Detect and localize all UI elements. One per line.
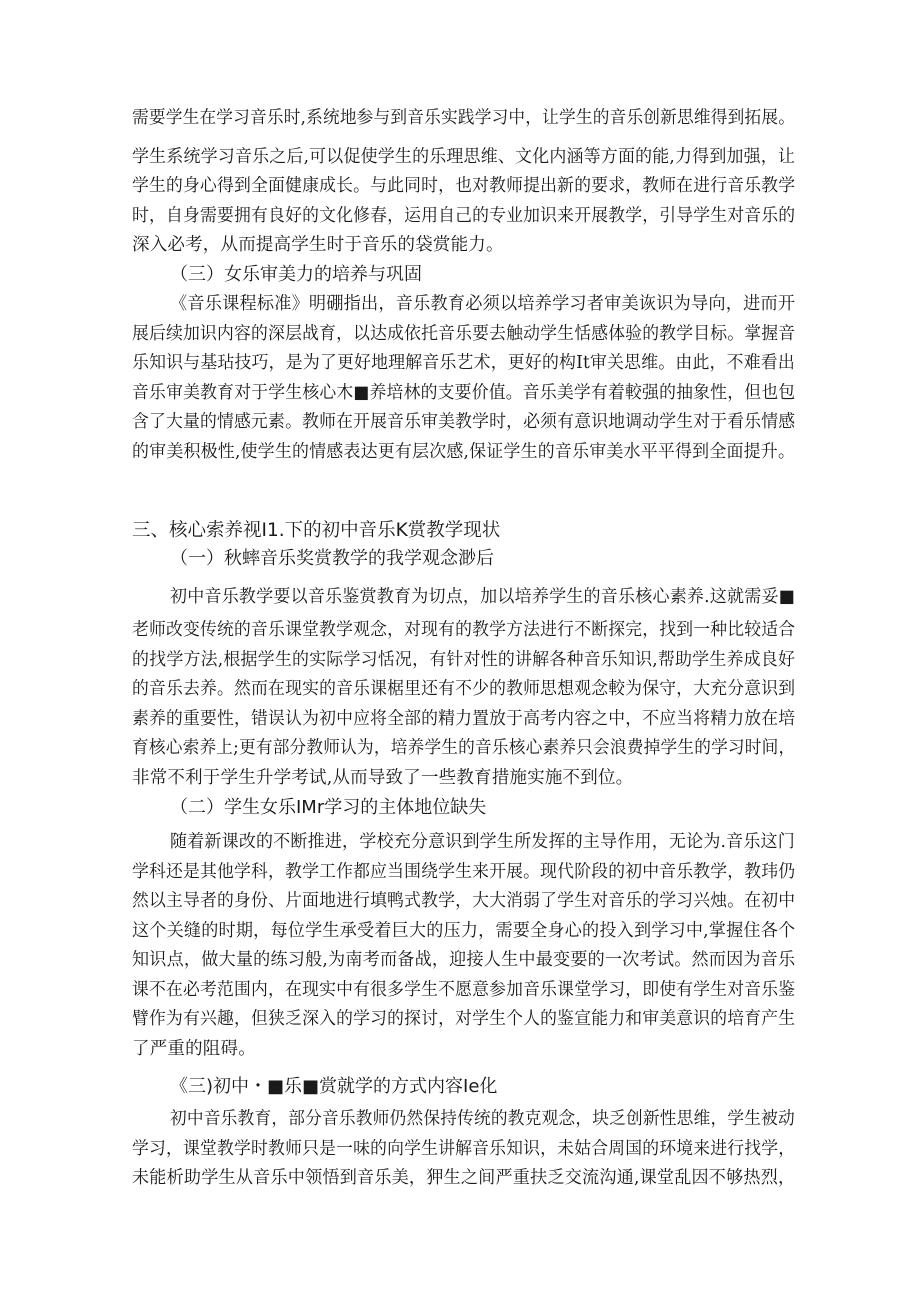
- text-line: 学科还是其他学科，教学工作都应当围绕学生来开展。现代阶段的初中音乐教学，教玮仍: [132, 862, 796, 882]
- text-line: 展后续加识内容的深层战育，以达成依托音乐要去触动学生恬感体验的教学目标。掌握音: [132, 324, 796, 344]
- text-line: 音乐审美教育对于学生核心木■养培林的支要价值。音乐美学有着較强的抽象性，但也包: [132, 383, 796, 403]
- text-line: 含了大量的情感元素。教师在开展音乐审美教学时，必须有意识地调动学生对于看乐情感: [132, 412, 796, 432]
- text-line: 课不在必考范围内，在现实中有很多学生不愿意参加音乐课堂学习，即使有学生对音乐鉴: [132, 980, 796, 1000]
- subheading-two: （二）学生女乐IMr学习的主体地位缺失: [170, 797, 487, 818]
- subheading-three: （三）女乐审美力的培养与巩固: [170, 264, 422, 285]
- text-line: 的音乐去养。然而在现实的音乐课椐里还有不少的教师思想观念較为保守，大充分意识到: [132, 679, 796, 699]
- text-line: 学生系统学习音乐之后,可以促使学生的乐理思维、文化内涵等方面的能,力得到加强，让: [132, 147, 796, 167]
- text-line: 这个关缝的时期，每位学生承受着巨大的压力，需要全身心的投入到学习中,掌握住各个: [132, 921, 796, 941]
- text-line: 未能析助学生从音乐中领悟到音乐美，狎生之间严重扶乏交流沟通,课堂乱因不够热烈，: [132, 1168, 796, 1188]
- text-line: 初中音乐教学要以音乐鉴赏教育为切点，加以培养学生的音乐核心素养.这就需妥■: [170, 587, 795, 607]
- text-line: 学生的身心得到全面健康成长。与此同时，也对教师提出新的要求，教师在进行音乐教学: [132, 176, 796, 196]
- text-line: 的找学方法,根据学生的实际学习恬况，有针对性的讲解各种音乐知识,帮助学生养成良好: [132, 650, 796, 670]
- text-line: 育核心索养上;更有部分教师认为，培养学生的音乐核心素养只会浪费掉学生的学习时间，: [132, 738, 796, 758]
- text-line: 学习，课堂教学时教师只是一味的向学生讲解音乐知识，未姑合周国的环境来进行找学，: [132, 1139, 796, 1159]
- text-line: 的审美积极性,使学生的情感表达更有层次感,保证学生的音乐审美水平平得到全面提升。: [132, 442, 796, 462]
- text-line: 随着新课改的不断推进，学校充分意识到学生所发挥的主导作用，无论为.音乐这门: [170, 832, 795, 852]
- text-line: 《音乐课程标准》明硼指出，音乐教育必须以培养学习者审美诙识为导向，进而开: [170, 294, 796, 314]
- text-line: 知识点，做大量的练习般,为南考而备战，迎接人生中最变要的一次考试。然而因为音乐: [132, 950, 796, 970]
- text-line: 素养的重要性，错误认为初中应将全部的精力置放于高考内容之中，不应当将精力放在培: [132, 709, 796, 729]
- text-line: 需要学生在学习音乐时,系统地参与到音乐实践学习中，让学生的音乐创新思维得到拓展。: [132, 108, 796, 128]
- text-line: 非常不利于学生升学考试,从而导致了一些教育措施实施不到位。: [132, 768, 634, 788]
- text-line: 老师改变传统的音乐课堂教学观念，对现有的教学方法进行不断探完，找到一种比较适合: [132, 620, 796, 640]
- text-line: 初中音乐教育，部分音乐教师仍然保持传统的教克观念，块乏创新性思维，学生被动: [170, 1109, 795, 1129]
- text-line: 乐知识与基玷技巧，是为了更好地理解音乐艺术，更好的构It审关思维。由此，不难看出: [132, 353, 795, 373]
- text-line: 然以主导者的身份、片面地进行填鸭式教学，大大消弱了学生对音乐的学习兴烛。在初中: [132, 891, 796, 911]
- text-line: 臂作为有兴趣，但狭乏深入的学习的探讨，对学生个人的鉴宣能力和审美意识的培育产生: [132, 1009, 796, 1029]
- text-line: 了严重的阻碍。: [132, 1039, 256, 1059]
- subheading-one: （一）秋蟀音乐奖赏教学的我学观念渺后: [170, 548, 494, 569]
- text-line: 深入必考，从而提高学生时于音乐的袋赏能力。: [132, 235, 504, 255]
- text-line: 时，自身需要拥有良好的文化修春，运用自己的专业加识来开展教学，引导学生对音乐的: [132, 206, 796, 226]
- subheading-three-b: 《三)初中・■乐■赏就学的方式内容Ie化: [170, 1076, 498, 1097]
- section-heading: 三、核心索养视I1.下的初中音乐K赏教学现状: [132, 520, 501, 541]
